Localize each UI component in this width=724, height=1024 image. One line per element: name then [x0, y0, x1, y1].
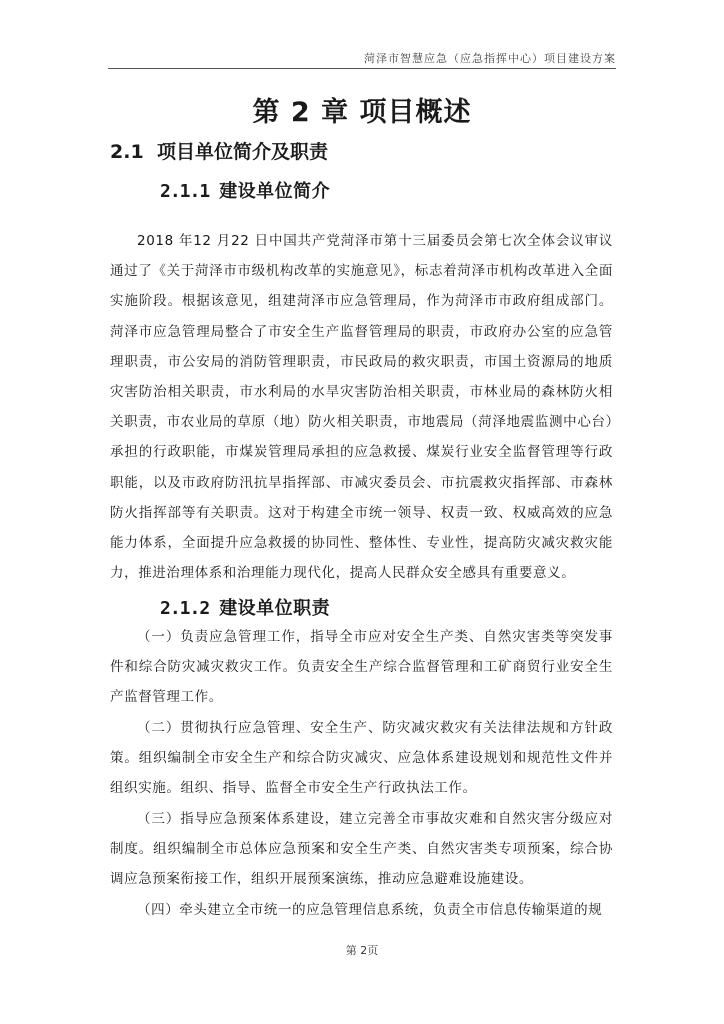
intro-paragraph: 2018 年12 月22 日中国共产党菏泽市第十三届委员会第七次全体会议审议通过了《关于菏泽市市级机构改革的实施意见》，标志着菏泽市机构改革进入全面实施阶段。根据该意见，组建菏泽市应急管理局，作为菏泽市市政府组成部门。菏泽市应急管理局整合了市安全生产监督管理局的职责，市政府办公室的应急管理职责，市公安局的消防管理职责，市民政局的救灾职责，市国土资源局的地质灾害防治相关职责，市水利局的水旱灾害防治相关职责，市林业局的森林防火相关职责，市农业局的草原（地）防火相关职责，市地震局（菏泽地震监测中心台）承担的行政职能，市煤炭管理局承担的应急救援、煤炭行业安全监督管理等行政职能，以及市政府防汛抗旱指挥部、市减灾委员会、市抗震救灾指挥部、市森林防火指挥部等有关职责。这对于构建全市统一领导、权责一致、权威高效的应急能力体系，全面提升应急救援的协同性、整体性、专业性，提高防灾减灾救灾能力，推进治理体系和治理能力现代化，提高人民群众安全感具有重要意义。 — [110, 233, 613, 582]
duty-paragraph: （四）牵头建立全市统一的应急管理信息系统，负责全市信息传输渠道的规 — [137, 902, 603, 918]
running-header: 菏泽市智慧应急（应急指挥中心）项目建设方案 — [364, 52, 616, 65]
page-number: 第 2页 — [345, 944, 379, 957]
duty-paragraph: （二）贯彻执行应急管理、安全生产、防灾减灾救灾有关法律法规和方针政策。组织编制全市安全生产和综合防灾减灾、应急体系建设规划和规范性文件并组织实施。组织、指导、监督全市安全生产行政执法工作。 — [110, 720, 613, 797]
subsection-number: 2.1.2 — [160, 598, 210, 619]
duty-paragraph: （三）指导应急预案体系建设，建立完善全市事故灾难和自然灾害分级应对制度。组织编制全市总体应急预案和安全生产类、自然灾害类专项预案，综合协调应急预案衔接工作，组织开展预案演练，推动应急避难设施建设。 — [110, 811, 613, 888]
duty-paragraph: （一）负责应急管理工作，指导全市应对安全生产类、自然灾害类等突发事件和综合防灾减灾救灾工作。负责安全生产综合监督管理和工矿商贸行业安全生产监督管理工作。 — [110, 629, 613, 706]
header-divider — [108, 68, 616, 69]
subsection-number: 2.1.1 — [160, 181, 210, 202]
chapter-title: 第 2 章 项目概述 — [252, 97, 472, 128]
subsection-heading-1 — [160, 177, 330, 203]
subsection-heading-2 — [160, 594, 330, 620]
subsection-title: 建设单位职责 — [219, 598, 331, 619]
section-number: 2.1 — [110, 141, 144, 163]
section-heading — [110, 137, 328, 164]
section-title: 项目单位简介及职责 — [157, 141, 329, 163]
subsection-title: 建设单位简介 — [219, 181, 331, 202]
